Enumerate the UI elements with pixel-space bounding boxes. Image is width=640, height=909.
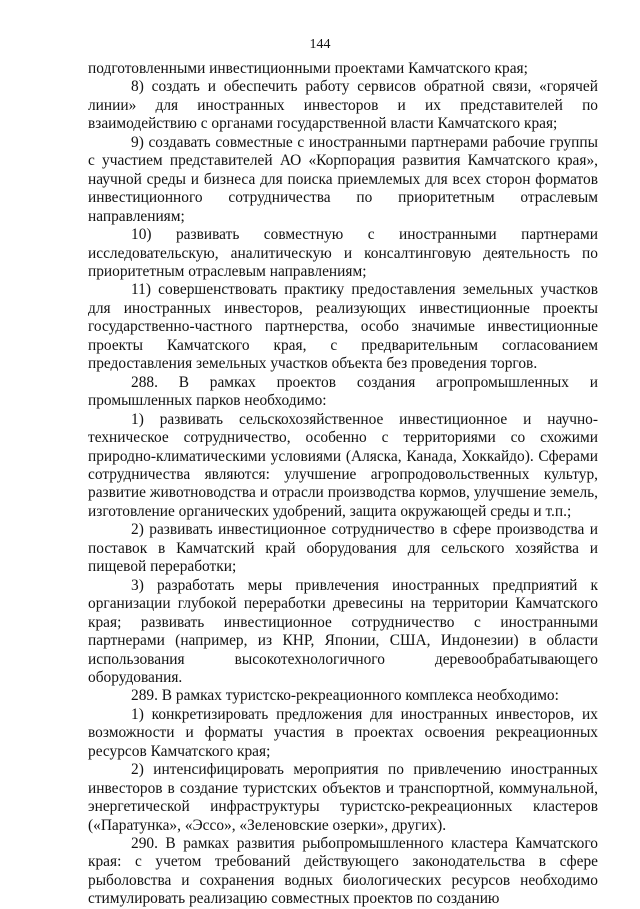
document-body <box>88 60 598 909</box>
section-288-item-1: 1) развивать сельскохозяйственное инвестиционное и научно-техническое сотрудничество, особенно с территориями со схожими природно-климатическими условиями (Аляска, Канада, Хоккайдо). Сферами сотрудничества являются: улучшение агропродовольственных культур, развитие животноводства и отрасли производства кормов, улучшение земель, изготовление органических удобрений, защита окружающей среды и т.п.; <box>88 410 598 520</box>
list-item-10: 10) развивать совместную с иностранными партнерами исследовательскую, аналитическую и консалтинговую деятельность по приоритетным отраслевым направлениям; <box>88 226 598 280</box>
list-item-11: 11) совершенствовать практику предоставления земельных участков для иностранных инвесторов, реализующих инвестиционные проекты государственно-частного партнерства, особо значимые инвестиционные проекты Камчатского края, с предварительным согласованием предоставления земельных участков объекта без проведения торгов. <box>88 281 598 373</box>
paragraph-continuation: подготовленными инвестиционными проектами Камчатского края; <box>88 60 528 77</box>
list-item-9: 9) создавать совместные с иностранными партнерами рабочие группы с участием представителей АО «Корпорация развития Камчатского края», научной среды и бизнеса для поиска приемлемых для всех сторон форматов инвестиционного сотрудничества по приоритетным отраслевым направлениям; <box>88 133 598 225</box>
section-288-item-3: 3) разработать меры привлечения иностранных предприятий к организации глубокой переработки древесины на территории Камчатского края; развивать инвестиционное сотрудничество с иностранными партнерами (например, из КНР, Японии, США, Индонезии) в области использования высокотехнологичного деревообрабатывающего оборудования. <box>88 576 598 686</box>
section-289: 289. В рамках туристско-рекреационного комплекса необходимо: <box>131 687 559 705</box>
section-288: 288. В рамках проектов создания агропромышленных и промышленных парков необходимо: <box>88 373 598 410</box>
section-289-item-2: 2) интенсифицировать мероприятия по привлечению иностранных инвесторов в создание туристских объектов и транспортной, коммунальной, энергетической инфраструктуры туристско-рекреационных кластеров («Паратунка», «Эссо», «Зеленовские озерки», других). <box>88 761 598 834</box>
page-number: 144 <box>309 37 331 52</box>
section-288-item-2: 2) развивать инвестиционное сотрудничество в сфере производства и поставок в Камчатский край оборудования для сельского хозяйства и пищевой переработки; <box>88 521 598 576</box>
section-290: 290. В рамках развития рыбопромышленного кластера Камчатского края: с учетом требований действующего законодательства в сфере рыболовства и сохранения водных биологических ресурсов необходимо стимулировать реализацию совместных проектов по созданию <box>88 835 598 908</box>
section-289-item-1: 1) конкретизировать предложения для иностранных инвесторов, их возможности и форматы участия в проектах освоения рекреационных ресурсов Камчатского края; <box>88 705 598 760</box>
list-item-8: 8) создать и обеспечить работу сервисов обратной связи, «горячей линии» для иностранных инвесторов и их представителей по взаимодействию с органами государственной власти Камчатского края; <box>88 78 598 133</box>
